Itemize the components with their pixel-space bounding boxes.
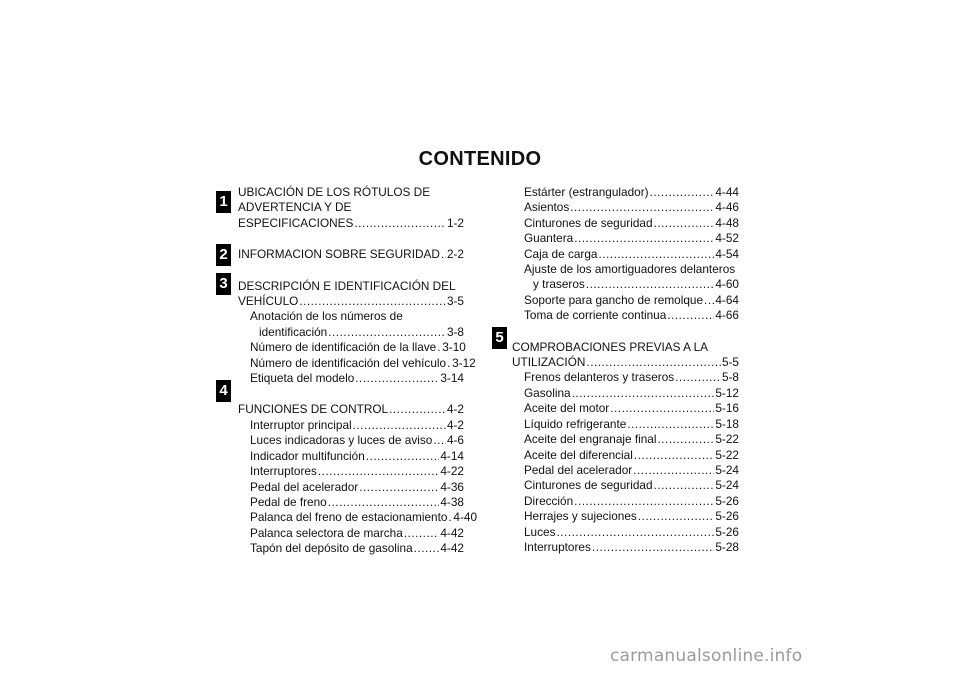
dot-leader bbox=[389, 402, 446, 417]
toc-entry-title: Número de identificación del vehículo bbox=[250, 355, 447, 370]
dot-leader bbox=[592, 540, 714, 555]
toc-entry-title: Interruptores bbox=[250, 464, 317, 479]
toc-entry-title: Frenos delanteros y traseros bbox=[524, 370, 675, 385]
toc-sub-entry[interactable] bbox=[238, 449, 464, 464]
toc-section-entry[interactable] bbox=[238, 279, 464, 310]
toc-sub-entry[interactable] bbox=[512, 308, 739, 323]
dot-leader bbox=[627, 417, 714, 432]
toc-page-number: 3-12 bbox=[452, 355, 476, 370]
dot-leader bbox=[675, 370, 721, 385]
toc-page-number: 5-24 bbox=[715, 478, 739, 493]
toc-entry-title: Interruptor principal bbox=[250, 417, 352, 432]
toc-sub-entry[interactable] bbox=[512, 448, 739, 463]
toc-entry-title: Caja de carga bbox=[524, 246, 598, 261]
toc-entry-title: Luces bbox=[524, 524, 556, 539]
toc-entry-title: Gasolina bbox=[524, 385, 571, 400]
toc-page-number: 1-2 bbox=[446, 215, 464, 230]
toc-page-number: 4-66 bbox=[715, 308, 739, 323]
toc-left-column bbox=[238, 185, 478, 557]
toc-sub-entry[interactable] bbox=[238, 526, 464, 541]
dot-leader bbox=[433, 433, 446, 448]
toc-page-number: 4-52 bbox=[715, 231, 739, 246]
toc-sub-entry[interactable] bbox=[512, 386, 739, 401]
toc-sub-entry[interactable] bbox=[238, 371, 464, 386]
toc-sub-entry[interactable] bbox=[238, 355, 476, 371]
section-tab-1: 1 bbox=[216, 191, 231, 213]
toc-entry-title: VEHÍCULO bbox=[238, 294, 299, 309]
toc-entry-title: Toma de corriente continua bbox=[524, 308, 667, 323]
dot-leader bbox=[598, 247, 714, 262]
toc-entry-title: Indicador multifunción bbox=[250, 448, 365, 463]
watermark: carmanualsonline.info bbox=[610, 646, 803, 666]
toc-entry-title: Guantera bbox=[524, 231, 574, 246]
toc-page-number: 5-22 bbox=[715, 447, 739, 462]
toc-entry-title: INFORMACION SOBRE SEGURIDAD bbox=[238, 247, 440, 262]
dot-leader bbox=[354, 216, 446, 231]
toc-page-number: 4-54 bbox=[715, 246, 739, 261]
toc-sub-entry[interactable] bbox=[512, 494, 739, 509]
toc-sub-entry[interactable] bbox=[238, 510, 478, 525]
section-tab-2: 2 bbox=[216, 244, 231, 266]
toc-sub-entry[interactable] bbox=[238, 464, 464, 479]
toc-entry-title: Líquido refrigerante bbox=[524, 416, 627, 431]
toc-entry-line: Anotación de los números de bbox=[250, 309, 403, 324]
dot-leader bbox=[650, 185, 715, 200]
toc-page-number: 3-5 bbox=[446, 294, 464, 309]
dot-leader bbox=[556, 525, 714, 540]
toc-entry-title: Cinturones de seguridad bbox=[524, 478, 653, 493]
toc-entry-title: Palanca selectora de marcha bbox=[250, 525, 403, 540]
toc-sub-entry[interactable] bbox=[512, 247, 739, 262]
toc-entry-title: Palanca del freno de estacionamiento bbox=[250, 510, 448, 525]
section-tab-4: 4 bbox=[216, 380, 231, 402]
toc-page-number: 4-42 bbox=[440, 541, 464, 556]
dot-leader bbox=[570, 200, 714, 215]
toc-page-number: 5-12 bbox=[715, 385, 739, 400]
toc-page-number: 4-22 bbox=[440, 464, 464, 479]
toc-page-number: 4-60 bbox=[715, 277, 739, 292]
dot-leader bbox=[574, 494, 714, 509]
toc-sub-entry[interactable] bbox=[512, 417, 739, 432]
toc-entry-title: Asientos bbox=[524, 200, 570, 215]
toc-entry-title: Pedal de freno bbox=[250, 494, 327, 509]
toc-page-number: 4-40 bbox=[453, 510, 478, 525]
dot-leader bbox=[654, 478, 715, 493]
toc-sub-entry[interactable] bbox=[512, 231, 739, 246]
toc-entry-title: Estárter (estrangulador) bbox=[524, 185, 649, 199]
dot-leader bbox=[366, 449, 440, 464]
toc-sub-entry[interactable] bbox=[238, 495, 464, 510]
toc-sub-entry[interactable] bbox=[512, 401, 739, 416]
toc-page-number: 4-2 bbox=[446, 417, 464, 432]
toc-entry-title: Aceite del engranaje final bbox=[524, 432, 657, 447]
toc-page-number: 3-10 bbox=[442, 340, 466, 355]
section-gap bbox=[238, 386, 464, 402]
toc-entry-title: UTILIZACIÓN bbox=[512, 355, 586, 370]
dot-leader bbox=[634, 448, 715, 463]
toc-entry-title: Número de identificación de la llave bbox=[250, 340, 437, 355]
dot-leader bbox=[318, 464, 439, 479]
toc-entry-line: COMPROBACIONES PREVIAS A LA bbox=[512, 339, 709, 354]
toc-page-number: 4-64 bbox=[715, 292, 739, 307]
toc-page-number: 5-18 bbox=[715, 416, 739, 431]
toc-page-number: 5-5 bbox=[721, 355, 739, 370]
toc-sub-entry[interactable] bbox=[238, 433, 464, 448]
toc-sub-entry[interactable] bbox=[238, 418, 464, 433]
dot-leader bbox=[404, 526, 440, 541]
toc-page-number: 5-26 bbox=[715, 509, 739, 524]
toc-page-number: 5-26 bbox=[715, 524, 739, 539]
section-gap bbox=[238, 231, 464, 247]
toc-section-entry[interactable] bbox=[512, 340, 739, 371]
dot-leader bbox=[448, 510, 452, 525]
toc-page-number: 3-14 bbox=[440, 371, 464, 386]
dot-leader bbox=[414, 541, 440, 556]
toc-entry-title: Aceite del motor bbox=[524, 401, 610, 416]
section-gap bbox=[238, 263, 464, 279]
toc-page-number: 5-22 bbox=[715, 432, 739, 447]
toc-sub-entry[interactable] bbox=[512, 509, 739, 524]
dot-leader bbox=[355, 371, 439, 386]
toc-section-entry[interactable] bbox=[238, 402, 464, 417]
toc-sub-entry[interactable] bbox=[512, 262, 739, 293]
toc-page-number: 4-42 bbox=[440, 525, 464, 540]
toc-sub-entry[interactable] bbox=[512, 370, 739, 385]
toc-sub-entry[interactable] bbox=[238, 541, 464, 556]
dot-leader bbox=[610, 401, 714, 416]
dot-leader bbox=[299, 294, 446, 309]
toc-entry-title: Soporte para gancho de remolque bbox=[524, 292, 704, 307]
toc-entry-title: Cinturones de seguridad bbox=[524, 215, 653, 230]
dot-leader bbox=[586, 277, 715, 292]
toc-entry-title: identificación bbox=[259, 324, 328, 339]
page-title: CONTENIDO bbox=[418, 148, 542, 170]
toc-page-number: 5-24 bbox=[715, 462, 739, 477]
toc-entry-title: ESPECIFICACIONES bbox=[238, 215, 354, 230]
toc-entry-title: Aceite del diferencial bbox=[524, 447, 633, 462]
toc-entry-title: Interruptores bbox=[524, 539, 591, 554]
toc-entry-title: Herrajes y sujeciones bbox=[524, 509, 637, 524]
toc-page-number: 2-2 bbox=[446, 247, 464, 262]
dot-leader bbox=[654, 216, 715, 231]
toc-page-number: 5-28 bbox=[715, 539, 739, 554]
dot-leader bbox=[353, 418, 446, 433]
toc-entry-line: DESCRIPCIÓN E IDENTIFICACIÓN DEL bbox=[238, 278, 456, 293]
toc-entry-title: y traseros bbox=[533, 277, 585, 292]
dot-leader bbox=[441, 247, 446, 262]
toc-sub-entry[interactable] bbox=[512, 540, 739, 555]
toc-section-entry[interactable] bbox=[238, 247, 464, 262]
toc-page-number: 5-8 bbox=[721, 370, 739, 385]
dot-leader bbox=[657, 432, 714, 447]
dot-leader bbox=[437, 340, 441, 355]
dot-leader bbox=[638, 509, 715, 524]
toc-sub-entry[interactable] bbox=[238, 340, 464, 355]
dot-leader bbox=[572, 386, 715, 401]
dot-leader bbox=[328, 325, 446, 340]
toc-sub-entry[interactable] bbox=[512, 216, 739, 231]
toc-page-number: 4-36 bbox=[440, 479, 464, 494]
toc-page-number: 5-16 bbox=[715, 401, 739, 416]
toc-section-entry[interactable] bbox=[238, 185, 464, 231]
section-gap bbox=[512, 324, 739, 340]
section-tab-3: 3 bbox=[216, 273, 231, 295]
toc-page-number: 4-6 bbox=[446, 433, 464, 448]
toc-sub-entry[interactable] bbox=[512, 525, 739, 540]
toc-entry-line: Ajuste de los amortiguadores delanteros bbox=[524, 262, 736, 277]
section-tab-5: 5 bbox=[492, 327, 507, 349]
dot-leader bbox=[328, 495, 440, 510]
dot-leader bbox=[574, 231, 714, 246]
dot-leader bbox=[359, 480, 439, 495]
toc-entry-line: ADVERTENCIA Y DE bbox=[238, 200, 352, 215]
toc-entry-title: Pedal del acelerador bbox=[250, 479, 359, 494]
toc-sub-entry[interactable] bbox=[512, 432, 739, 447]
toc-right-column bbox=[512, 185, 739, 555]
toc-page-number: 4-44 bbox=[715, 185, 739, 199]
dot-leader bbox=[667, 308, 714, 323]
toc-sub-entry[interactable] bbox=[512, 478, 739, 493]
toc-page-number: 3-8 bbox=[446, 324, 464, 339]
toc-entry-title: Pedal del acelerador bbox=[524, 462, 633, 477]
toc-sub-entry[interactable] bbox=[238, 480, 464, 495]
toc-sub-entry[interactable] bbox=[512, 185, 739, 200]
toc-page-number: 4-2 bbox=[446, 402, 464, 417]
toc-page-number: 4-46 bbox=[715, 200, 739, 215]
dot-leader bbox=[586, 355, 721, 370]
dot-leader bbox=[447, 356, 451, 371]
toc-page-number: 4-38 bbox=[440, 494, 464, 509]
toc-entry-title: Luces indicadoras y luces de aviso bbox=[250, 433, 433, 448]
toc-entry-title: Dirección bbox=[524, 493, 574, 508]
dot-leader bbox=[704, 293, 714, 308]
toc-page-number: 4-48 bbox=[715, 215, 739, 230]
toc-entry-line: UBICACIÓN DE LOS RÓTULOS DE bbox=[238, 185, 431, 199]
toc-page-number: 4-14 bbox=[440, 448, 464, 463]
toc-entry-title: Etiqueta del modelo bbox=[250, 371, 355, 386]
toc-sub-entry[interactable] bbox=[512, 463, 739, 478]
toc-page-number: 5-26 bbox=[715, 493, 739, 508]
toc-sub-entry[interactable] bbox=[512, 200, 739, 215]
toc-sub-entry[interactable] bbox=[238, 309, 464, 340]
toc-entry-title: Tapón del depósito de gasolina bbox=[250, 541, 413, 556]
toc-entry-title: FUNCIONES DE CONTROL bbox=[238, 402, 389, 417]
toc-sub-entry[interactable] bbox=[512, 293, 739, 308]
dot-leader bbox=[633, 463, 714, 478]
